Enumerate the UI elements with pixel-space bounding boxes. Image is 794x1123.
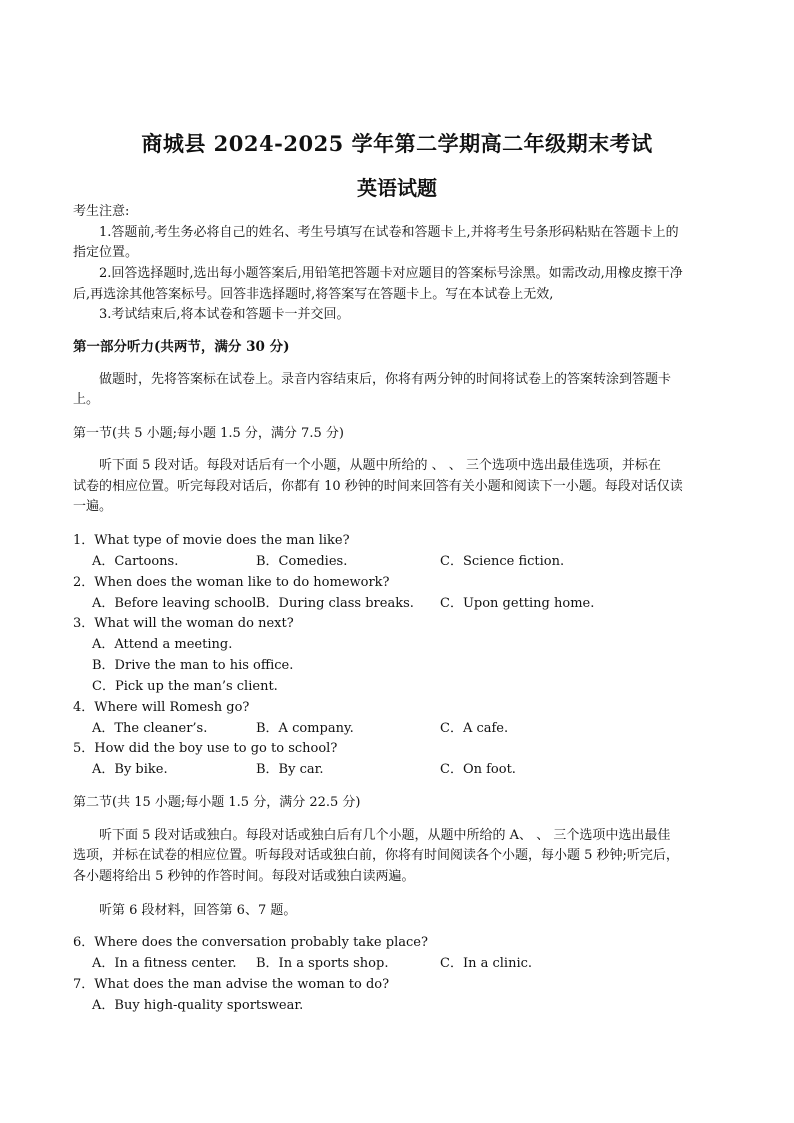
- question-stem: 5．How did the boy use to go to school?: [73, 741, 338, 756]
- question-stem: 1．What type of movie does the man like?: [73, 533, 350, 548]
- option-c: C．Pick up the man’s client.: [92, 679, 278, 694]
- option-c: C．Science fiction.: [440, 554, 565, 569]
- notice-line: 1.答题前,考生务必将自己的姓名、考生号填写在试卷和答题卡上,并将考生号条形码粘贴在答题卡上的: [99, 225, 679, 240]
- question-stem: 4．Where will Romesh go?: [73, 700, 250, 715]
- section1-intro-line: 一遍。: [73, 499, 113, 514]
- option-a: A．By bike.: [92, 762, 168, 777]
- part1-intro-line: 做题时，先将答案标在试卷上。录音内容结束后，你将有两分钟的时间将试卷上的答案转涂到答题卡: [99, 372, 672, 387]
- option-b: B．Comedies.: [256, 554, 348, 569]
- option-a: A．Before leaving school.: [92, 596, 261, 611]
- section2-intro-line: 各小题将给出 5 秒钟的作答时间。每段对话或独白读两遍。: [73, 869, 415, 884]
- option-a: A．Cartoons.: [92, 554, 179, 569]
- part1-intro-line: 上。: [73, 392, 100, 407]
- section2-material: 听第 6 段材料，回答第 6、7 题。: [99, 903, 297, 918]
- option-c: C．In a clinic.: [440, 956, 533, 971]
- option-a: A．Buy high-quality sportswear.: [92, 998, 304, 1013]
- section1-intro-line: 试卷的相应位置。听完每段对话后，你都有 10 秒钟的时间来回答有关小题和阅读下一小题。每段对话仅读: [73, 479, 683, 494]
- option-b: B．During class breaks.: [256, 596, 414, 611]
- notice-line: 3.考试结束后,将本试卷和答题卡一并交回。: [99, 307, 350, 322]
- option-c: C．On foot.: [440, 762, 516, 777]
- section1-heading: 第一节(共 5 小题;每小题 1.5 分，满分 7.5 分): [73, 426, 344, 441]
- question-stem: 3．What will the woman do next?: [73, 616, 294, 631]
- section2-intro-line: 听下面 5 段对话或独白。每段对话或独白后有几个小题，从题中所给的 A、 、 三个选项中选出最佳: [99, 828, 671, 843]
- option-c: C．Upon getting home.: [440, 596, 595, 611]
- option-a: A．Attend a meeting.: [92, 637, 233, 652]
- section2-intro-line: 选项，并标在试卷的相应位置。听每段对话或独白前，你将有时间阅读各个小题，每小题 5 秒钟;听完后，: [73, 848, 679, 863]
- option-b: B．Drive the man to his office.: [92, 658, 294, 673]
- option-c: C．A cafe.: [440, 721, 509, 736]
- section1-intro-line: 听下面 5 段对话。每段对话后有一个小题，从题中所给的 、 、 三个选项中选出最佳选项，并标在: [99, 458, 661, 473]
- option-b: B．By car.: [256, 762, 324, 777]
- option-a: A．In a fitness center.: [92, 956, 237, 971]
- option-a: A．The cleaner’s.: [92, 721, 208, 736]
- section2-heading: 第二节(共 15 小题;每小题 1.5 分，满分 22.5 分): [73, 795, 361, 810]
- notice-line: 2.回答选择题时,选出每小题答案后,用铅笔把答题卡对应题目的答案标号涂黑。如需改动,用橡皮擦干净: [99, 266, 683, 281]
- notice-heading: 考生注意:: [73, 204, 130, 219]
- option-b: B．In a sports shop.: [256, 956, 389, 971]
- exam-title: 商城县 2024-2025 学年第二学期高二年级期末考试: [141, 131, 653, 156]
- notice-line: 指定位置。: [73, 245, 139, 260]
- notice-line: 后,再选涂其他答案标号。回答非选择题时,将答案写在答题卡上。写在本试卷上无效,: [73, 287, 554, 302]
- question-stem: 7．What does the man advise the woman to do?: [73, 977, 390, 992]
- question-stem: 6．Where does the conversation probably take place?: [73, 935, 428, 950]
- option-b: B．A company.: [256, 721, 354, 736]
- exam-subtitle: 英语试题: [357, 176, 437, 200]
- part1-heading: 第一部分听力(共两节，满分 30 分): [73, 339, 290, 355]
- question-stem: 2．When does the woman like to do homework?: [73, 575, 390, 590]
